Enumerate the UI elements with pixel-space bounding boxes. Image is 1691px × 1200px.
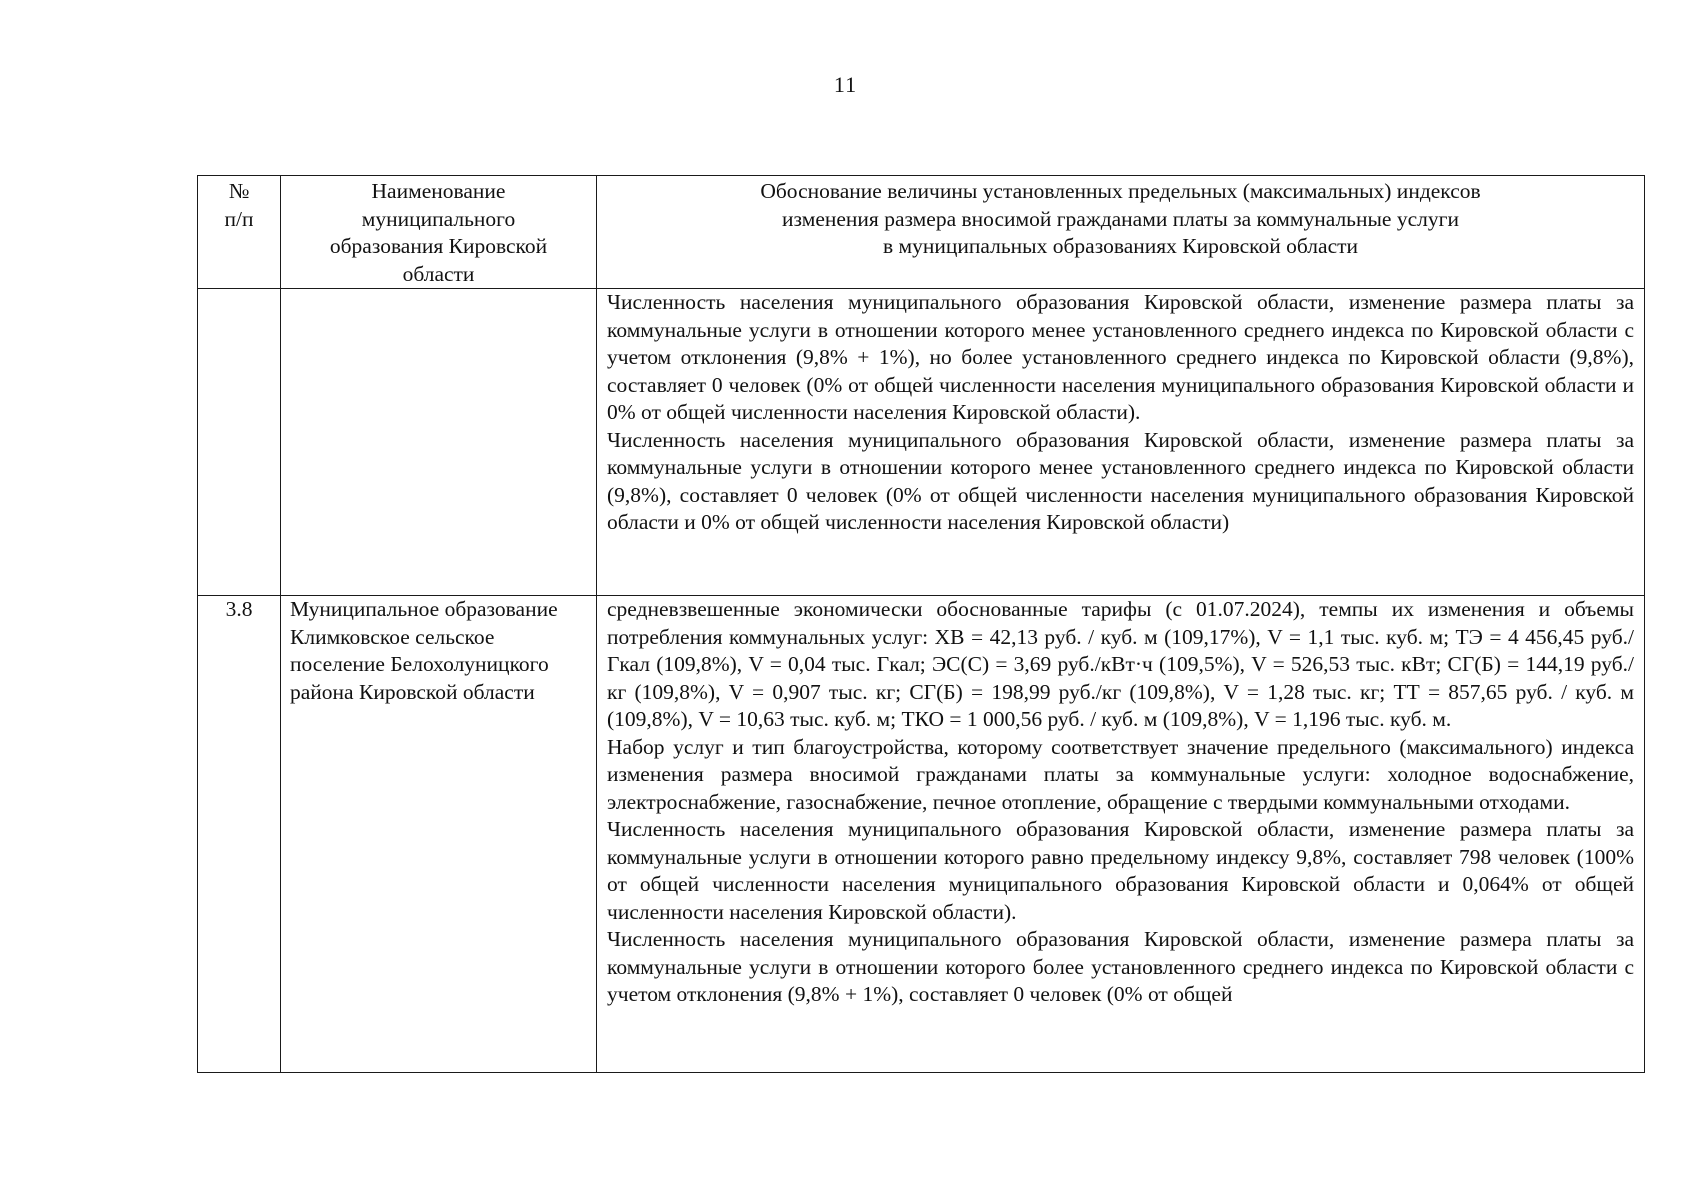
row-number	[198, 289, 281, 596]
justification-paragraph: средневзвешенные экономически обоснованные тарифы (с 01.07.2024), темпы их изменения и объемы потребления коммунальных услуг: ХВ = 42,13 руб. / куб. м (109,17%), V = 1,1 тыс. куб. м; ТЭ = 4 456,45 руб./Гкал (109,8%), V = 0,04 тыс. Гкал; ЭС(С) = 3,69 руб./кВт·ч (109,5%), V = 526,53 тыс. кВт; СГ(Б) = 144,19 руб./кг (109,8%), V = 0,907 тыс. кг; СГ(Б) = 198,99 руб./кг (109,8%), V = 1,28 тыс. кг; ТТ = 857,65 руб. / куб. м (109,8%), V = 10,63 тыс. куб. м; ТКО = 1 000,56 руб. / куб. м (109,8%), V = 1,196 тыс. куб. м.	[607, 597, 1634, 731]
justification-paragraph: Численность населения муниципального образования Кировской области, изменение размера платы за коммунальные услуги в отношении которого равно предельному индексу 9,8%, составляет 798 человек (100% от общей численности населения муниципального образования Кировской области и 0,064% от общей численности населения Кировской области).	[607, 817, 1634, 924]
justification-paragraph: Численность населения муниципального образования Кировской области, изменение размера платы за коммунальные услуги в отношении которого менее установленного среднего индекса по Кировской области с учетом отклонения (9,8% + 1%), но более установленного среднего индекса по Кировской области (9,8%), составляет 0 человек (0% от общей численности населения муниципального образования Кировской области и 0% от общей численности населения Кировской области).	[607, 290, 1634, 424]
page-number: 11	[833, 72, 858, 97]
table-row	[198, 596, 1645, 1073]
row-number: 3.8	[198, 596, 281, 1073]
justification-paragraph: Набор услуг и тип благоустройства, которому соответствует значение предельного (максимального) индекса изменения размера вносимой гражданами платы за коммунальные услуги: холодное водоснабжение, электроснабжение, газоснабжение, печное отопление, обращение с твердыми коммунальными отходами.	[607, 734, 1634, 814]
header-number-line: №	[228, 179, 250, 203]
header-justification-line: Обоснование величины установленных предельных (максимальных) индексов	[760, 179, 1481, 203]
header-justification	[597, 176, 1645, 289]
row-justification	[597, 596, 1645, 1073]
header-name-line: области	[402, 261, 475, 286]
row-justification	[597, 289, 1645, 596]
header-name-line: муниципального	[361, 206, 516, 231]
header-name-line: образования Кировской	[329, 234, 548, 258]
header-number	[198, 176, 281, 289]
header-number-line: п/п	[224, 206, 254, 231]
tariff-justification-table	[197, 175, 1645, 1073]
justification-paragraph: Численность населения муниципального образования Кировской области, изменение размера платы за коммунальные услуги в отношении которого менее установленного среднего индекса по Кировской области (9,8%), составляет 0 человек (0% от общей численности населения муниципального образования Кировской области и 0% от общей численности населения Кировской области)	[607, 427, 1634, 534]
row-municipality-name: Муниципальное образование Климковское сельское поселение Белохолуницкого района Кировской области	[281, 596, 597, 1073]
header-justification-line: в муниципальных образованиях Кировской области	[882, 234, 1359, 258]
table-header-row	[198, 176, 1645, 289]
row-municipality-name	[281, 289, 597, 596]
table-row	[198, 289, 1645, 596]
justification-paragraph: Численность населения муниципального образования Кировской области, изменение размера платы за коммунальные услуги в отношении которого более установленного среднего индекса по Кировской области с учетом отклонения (9,8% + 1%), составляет 0 человек (0% от общей	[607, 927, 1634, 1006]
header-name-line: Наименование	[371, 179, 506, 203]
header-municipality-name	[281, 176, 597, 289]
header-justification-line: изменения размера вносимой гражданами платы за коммунальные услуги	[782, 206, 1459, 231]
